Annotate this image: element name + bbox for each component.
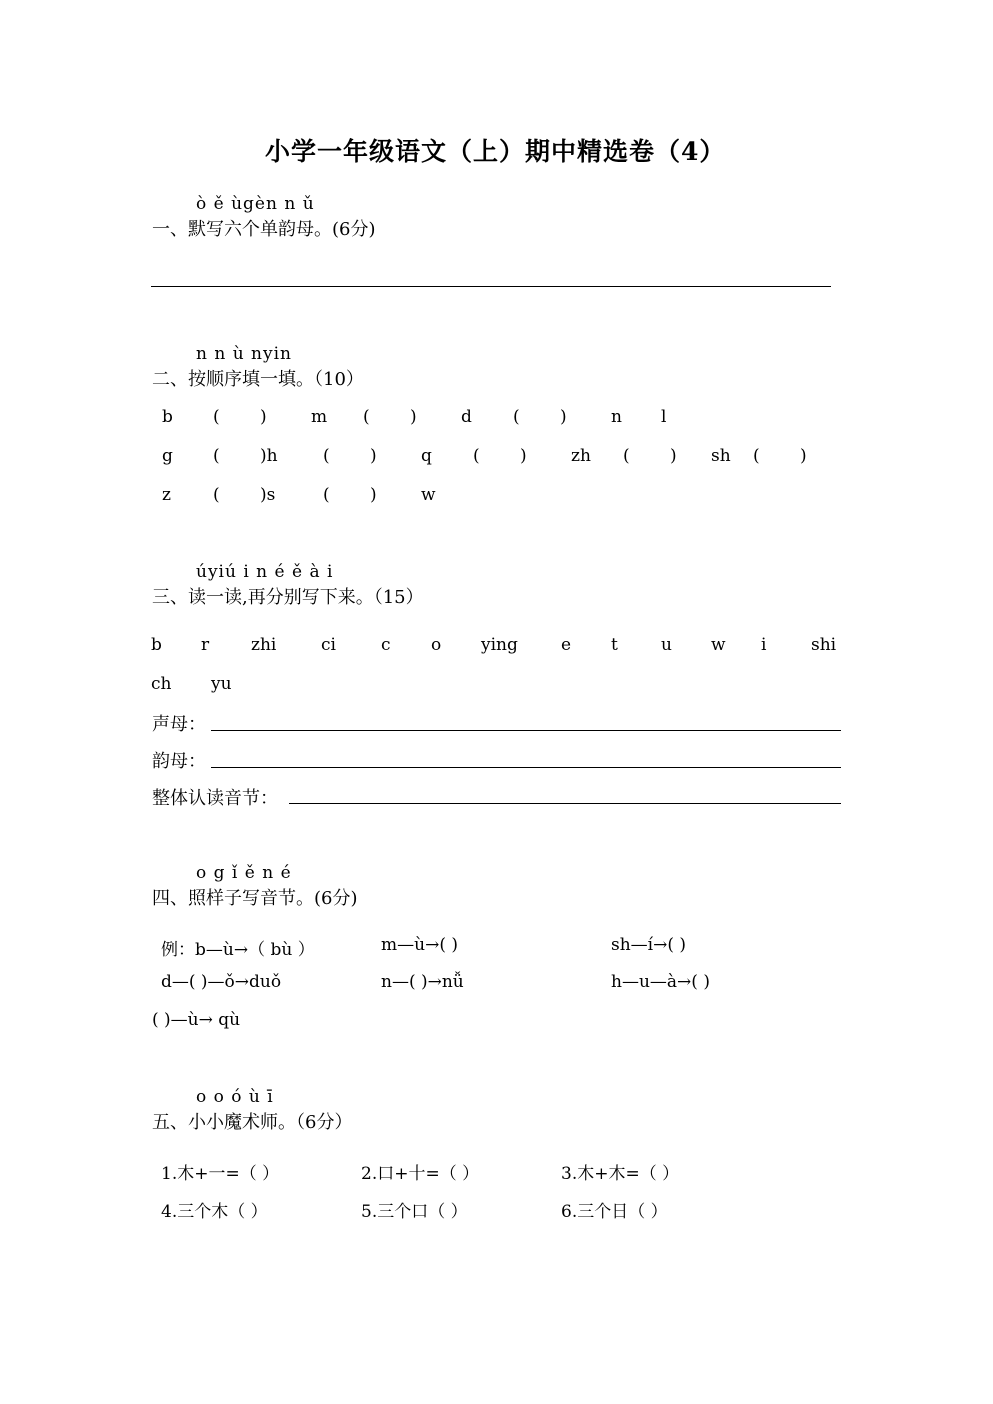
q2-blank-open[interactable]: (	[213, 446, 220, 466]
q4-exercise[interactable]: d—( )—ǒ→duǒ	[161, 972, 282, 992]
q3-item: ci	[321, 635, 336, 655]
q2-cell: sh	[711, 446, 731, 466]
q2-pinyin: n n ù nyin	[196, 344, 292, 364]
q3-initials-label: 声母：	[152, 714, 206, 735]
q2-blank-close: )s	[260, 485, 276, 505]
q2-cell: l	[661, 407, 667, 427]
q2-cell: z	[162, 485, 171, 505]
q5-item[interactable]: 1.木+一=（ ）	[161, 1164, 280, 1184]
q3-finals-label: 韵母：	[152, 751, 206, 772]
q3-item: shi	[811, 635, 837, 655]
q3-initials-line[interactable]	[211, 730, 841, 731]
q2-blank-open[interactable]: (	[623, 446, 630, 466]
q2-blank-close: )	[370, 485, 377, 505]
q2-cell: m	[311, 407, 328, 427]
q3-item: t	[611, 635, 618, 655]
q3-syllables-label: 整体认读音节：	[152, 788, 278, 809]
q3-item: u	[661, 635, 672, 655]
q5-item[interactable]: 2.口+十=（ ）	[361, 1164, 480, 1184]
q3-finals-line[interactable]	[211, 767, 841, 768]
q3-item: ying	[481, 635, 518, 655]
q4-exercise[interactable]: h—u—à→( )	[611, 972, 710, 992]
q2-heading: 二、按顺序填一填。（10）	[152, 369, 364, 390]
q4-heading: 四、照样子写音节。(6分)	[152, 888, 358, 909]
q3-item: ch	[151, 674, 172, 694]
q4-exercise[interactable]: n—( )→nǚ	[381, 972, 464, 992]
q2-cell: g	[162, 446, 173, 466]
q1-answer-line[interactable]	[151, 286, 831, 287]
q2-cell: b	[162, 407, 173, 427]
q2-blank-open[interactable]: (	[363, 407, 370, 427]
q5-pinyin: o o ó ù ī	[196, 1087, 274, 1107]
q3-item: w	[711, 635, 726, 655]
q2-blank-open[interactable]: (	[323, 485, 330, 505]
q2-blank-close: )	[560, 407, 567, 427]
q1-pinyin: ò ě ùgèn n ǔ	[196, 194, 315, 214]
q3-pinyin: úyiú i n é ě à i	[196, 562, 334, 582]
q2-blank-close: )	[520, 446, 527, 466]
q2-cell: n	[611, 407, 622, 427]
q2-blank-open[interactable]: (	[213, 407, 220, 427]
q3-item: yu	[211, 674, 232, 694]
q5-item[interactable]: 6.三个日（ ）	[561, 1202, 668, 1222]
q5-item[interactable]: 5.三个口（ ）	[361, 1202, 468, 1222]
q2-blank-close: )	[260, 407, 267, 427]
q5-item[interactable]: 3.木+木=（ ）	[561, 1164, 680, 1184]
q3-item: zhi	[251, 635, 277, 655]
q2-blank-close: )	[670, 446, 677, 466]
q2-blank-open[interactable]: (	[213, 485, 220, 505]
q5-heading: 五、小小魔术师。（6分）	[152, 1112, 353, 1133]
q3-syllables-line[interactable]	[289, 803, 841, 804]
page-title: 小学一年级语文（上）期中精选卷（4）	[265, 137, 726, 166]
q2-blank-open[interactable]: (	[323, 446, 330, 466]
q3-heading: 三、读一读,再分别写下来。（15）	[152, 587, 424, 608]
q2-blank-open[interactable]: (	[753, 446, 760, 466]
q3-item: e	[561, 635, 572, 655]
q2-blank-open[interactable]: (	[513, 407, 520, 427]
q3-item: r	[201, 635, 210, 655]
q2-blank-close: )h	[260, 446, 278, 466]
q2-blank-close: )	[410, 407, 417, 427]
q1-heading: 一、默写六个单韵母。(6分)	[152, 219, 376, 240]
q4-exercise[interactable]: sh—í→( )	[611, 935, 687, 955]
q2-cell: d	[461, 407, 472, 427]
q2-blank-close: )	[370, 446, 377, 466]
q2-cell: q	[421, 446, 432, 466]
q3-item: b	[151, 635, 162, 655]
q2-cell: w	[421, 485, 436, 505]
q2-blank-close: )	[800, 446, 807, 466]
q3-item: o	[431, 635, 442, 655]
q4-exercise[interactable]: m—ù→( )	[381, 935, 458, 955]
q2-blank-open[interactable]: (	[473, 446, 480, 466]
q2-cell: zh	[571, 446, 591, 466]
q4-exercise[interactable]: ( )—ù→ qù	[152, 1010, 241, 1030]
q3-item: i	[761, 635, 767, 655]
q4-pinyin: o g ǐ ě n é	[196, 863, 292, 883]
q5-item[interactable]: 4.三个木（ ）	[161, 1202, 268, 1222]
q3-item: c	[381, 635, 391, 655]
q4-example: 例：b—ù→（ bù ）	[161, 940, 315, 960]
